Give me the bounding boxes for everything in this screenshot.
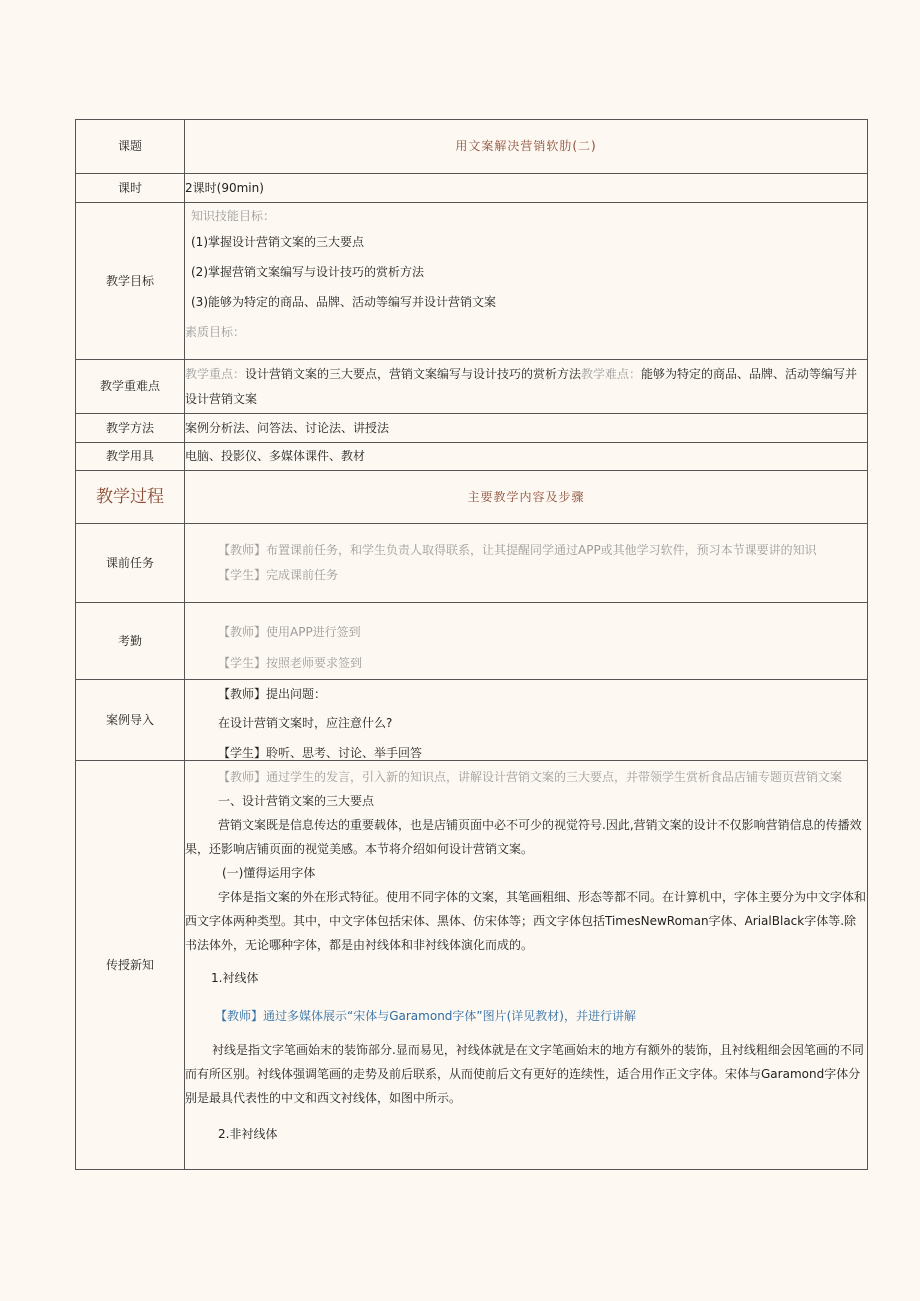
difficult-point-text: 能够为特定的商品、品牌、活动等编写并设计营销文案 (185, 366, 858, 406)
teacher-demo-note: 【教师】通过多媒体展示“宋体与Garamond字体”图片(详见教材)，并进行讲解 (215, 1009, 636, 1023)
row-topic (76, 120, 868, 174)
hours-label: 课时 (76, 174, 185, 203)
knowledge-objective-heading: 知识技能目标： (191, 209, 276, 223)
key-point-label: 教学重点： (185, 366, 246, 381)
topic-title: 用文案解决营销软肋(二) (185, 120, 868, 174)
quality-objective-heading: 素质目标： (185, 325, 246, 339)
paragraph: 字体是指文案的外在形式特征。使用不同字体的文案，其笔画粗细、形态等都不同。在计算机中，字体主要分为中文字体和西文字体两种类型。其中，中文字体包括宋体、黑体、仿宋体等；西文字体包括TimesNewRoman字体、ArialBlack字体等.除书法体外，无论哪种字体，都是由衬线体和非衬线体演化而成的。 (185, 890, 867, 952)
case-intro-student: 【学生】聆听、思考、讨论、举手回答 (218, 746, 423, 760)
tools-label: 教学用具 (76, 443, 185, 471)
pre-task-teacher: 【教师】布置课前任务，和学生负责人取得联系，让其提醒同学通过APP或其他学习软件，预习本节课要讲的知识 (218, 543, 817, 557)
row-pre-task (76, 524, 868, 603)
row-key-points (76, 360, 868, 414)
subsection-heading: (一)懂得运用字体 (222, 866, 316, 880)
objectives-label: 教学目标 (76, 203, 185, 360)
pre-task-student: 【学生】完成课前任务 (218, 568, 339, 582)
row-method (76, 414, 868, 443)
attendance-student: 【学生】按照老师要求签到 (218, 656, 363, 670)
tools-value: 电脑、投影仪、多媒体课件、教材 (185, 443, 868, 471)
pre-task-cell (185, 524, 868, 603)
method-label: 教学方法 (76, 414, 185, 443)
attendance-label: 考勤 (76, 603, 185, 680)
row-hours (76, 174, 868, 203)
row-case-intro (76, 680, 868, 761)
paragraph: 衬线是指文字笔画始末的装饰部分.显而易见，衬线体就是在文字笔画始末的地方有额外的装饰，且衬线粗细会因笔画的不同而有所区别。衬线体强调笔画的走势及前后联系，从而使前后文有更好的连续性，适合用作正文字体。宋体与Garamond字体分别是最具代表性的中文和西文衬线体，如图中所示。 (185, 1043, 864, 1105)
case-intro-teacher: 【教师】提出问题： (218, 687, 327, 701)
list-item-heading: 2.非衬线体 (218, 1127, 278, 1141)
key-points-cell (185, 360, 868, 414)
process-label: 教学过程 (76, 471, 185, 524)
attendance-teacher: 【教师】使用APP进行签到 (218, 625, 361, 639)
objective-item: (1)掌握设计营销文案的三大要点 (191, 235, 364, 249)
method-value: 案例分析法、问答法、讨论法、讲授法 (185, 414, 868, 443)
new-knowledge-label: 传授新知 (76, 761, 185, 1170)
case-intro-cell (185, 680, 868, 761)
paragraph: 营销文案既是信息传达的重要载体，也是店铺页面中必不可少的视觉符号.因此,营销文案的设计不仅影响营销信息的传播效果，还影响店铺页面的视觉美感。本节将介绍如何设计营销文案。 (185, 818, 862, 856)
new-knowledge-teacher-intro: 【教师】通过学生的发言，引入新的知识点，讲解设计营销文案的三大要点，并带领学生赏析食品店铺专题页营销文案 (218, 770, 843, 784)
difficult-point-label: 教学难点： (581, 366, 642, 381)
row-objectives (76, 203, 868, 360)
attendance-cell (185, 603, 868, 680)
main-content-header: 主要教学内容及步骤 (185, 471, 868, 524)
objective-item: (3)能够为特定的商品、品牌、活动等编写并设计营销文案 (191, 295, 497, 309)
lesson-plan-table (75, 119, 868, 1170)
pre-task-label: 课前任务 (76, 524, 185, 603)
hours-value: 2课时(90min) (185, 174, 868, 203)
key-point-text: 设计营销文案的三大要点，营销文案编写与设计技巧的赏析方法 (245, 366, 582, 381)
case-intro-question: 在设计营销文案时，应注意什么? (218, 716, 393, 730)
row-tools (76, 443, 868, 471)
case-intro-label: 案例导入 (76, 680, 185, 761)
objectives-cell (185, 203, 868, 360)
objective-item: (2)掌握营销文案编写与设计技巧的赏析方法 (191, 265, 424, 279)
section-heading: 一、设计营销文案的三大要点 (218, 794, 375, 808)
list-item-heading: 1.衬线体 (211, 971, 259, 985)
key-points-label: 教学重难点 (76, 360, 185, 414)
row-attendance (76, 603, 868, 680)
row-new-knowledge (76, 761, 868, 1170)
new-knowledge-cell (185, 761, 868, 1170)
topic-label: 课题 (76, 120, 185, 174)
row-process-header (76, 471, 868, 524)
